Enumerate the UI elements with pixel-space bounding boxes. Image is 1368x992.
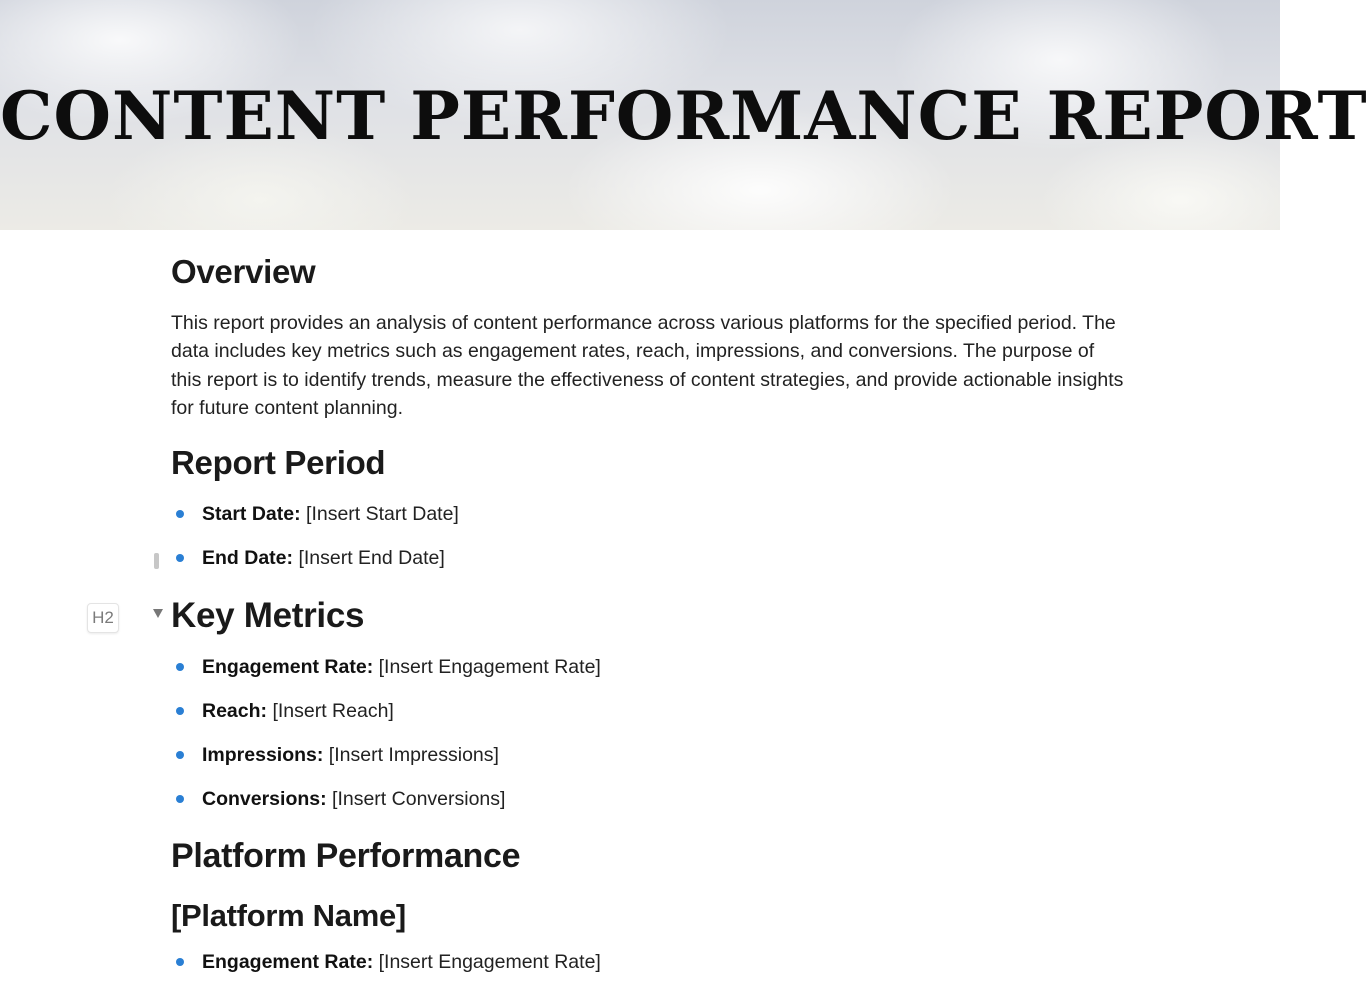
item-label: Reach: [202,700,268,722]
platform-metrics-list [171,948,601,992]
bullet-icon [176,751,184,759]
item-label: End Date: [202,547,294,569]
bullet-icon [176,554,184,562]
heading-platform-name[interactable]: [Platform Name] [171,898,406,933]
item-value: [Insert Impressions] [328,744,499,766]
triangle-down-icon[interactable] [153,609,163,618]
list-item[interactable] [171,948,601,992]
list-item[interactable] [171,785,601,829]
heading-overview[interactable]: Overview [171,253,316,290]
list-item[interactable] [171,741,601,785]
list-item[interactable] [171,653,601,697]
bullet-icon [176,510,184,518]
item-value: [Insert End Date] [298,547,445,569]
item-value: [Insert Start Date] [306,503,459,525]
item-value: [Insert Engagement Rate] [378,951,601,973]
item-value: [Insert Engagement Rate] [378,656,601,678]
list-item[interactable] [171,697,601,741]
item-label: Engagement Rate: [202,951,374,973]
item-label: Impressions: [202,744,324,766]
heading-report-period[interactable]: Report Period [171,444,386,481]
list-item[interactable] [171,544,459,588]
overview-paragraph[interactable]: This report provides an analysis of content performance across various platforms for the specified period. The data includes key metrics such as engagement rates, reach, impressions, and conversions. The purpose of this report is to identify trends, measure the effectiveness of content strategies, and provide actionable insights for future content planning. [171,312,1124,419]
report-period-list [171,500,459,588]
drag-handle-icon[interactable] [154,553,159,569]
bullet-icon [176,958,184,966]
heading-platform-performance[interactable]: Platform Performance [171,837,521,875]
item-value: [Insert Reach] [272,700,394,722]
key-metrics-list [171,653,601,829]
bullet-icon [176,795,184,803]
item-label: Start Date: [202,503,301,525]
item-label: Engagement Rate: [202,656,374,678]
bullet-icon [176,663,184,671]
item-label: Conversions: [202,788,327,810]
heading-key-metrics[interactable]: Key Metrics [171,596,365,635]
page-title: CONTENT PERFORMANCE REPORT [0,77,1368,155]
item-value: [Insert Conversions] [332,788,506,810]
cover-image [0,0,1368,230]
list-item[interactable] [171,500,459,544]
bullet-icon [176,707,184,715]
block-type-badge[interactable]: H2 [87,603,119,633]
